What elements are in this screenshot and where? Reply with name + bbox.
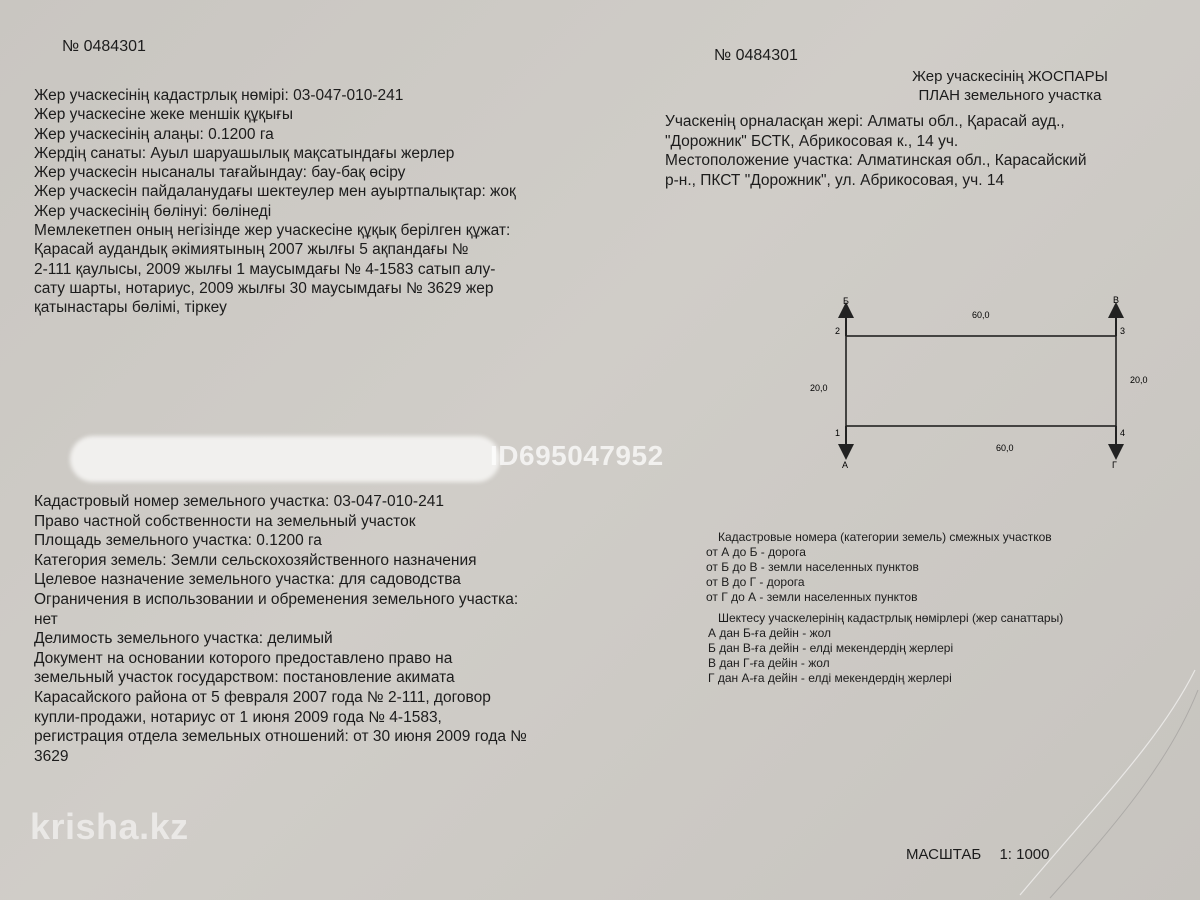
kazakh-details xyxy=(34,86,594,318)
adjacent-ru-item: от Б до В - земли населенных пунктов xyxy=(706,560,919,574)
kz-line: Жер учаскесін нысаналы тағайындау: бау-бақ өсіру xyxy=(34,164,406,182)
location-line: р-н., ПКСТ "Дорожник", ул. Абрикосовая, уч. 14 xyxy=(665,171,1005,189)
ru-line: Категория земель: Земли сельскохозяйственного назначения xyxy=(34,551,477,569)
label-g: Г xyxy=(1112,460,1117,470)
plot-boundary xyxy=(846,336,1116,426)
location-line: "Дорожник" БСТК, Абрикосовая к., 14 уч. xyxy=(665,132,959,150)
location-block xyxy=(665,112,1175,190)
plan-title-kz: Жер учаскесінің ЖОСПАРЫ xyxy=(912,68,1108,85)
corner-3: 3 xyxy=(1120,326,1126,336)
location-line: Учаскенің орналасқан жері: Алматы обл., Қарасай ауд., xyxy=(665,113,1065,130)
length-top: 60,0 xyxy=(972,310,990,320)
ru-line: Делимость земельного участка: делимый xyxy=(34,630,333,648)
corner-2: 2 xyxy=(835,326,841,336)
ru-line: Право частной собственности на земельный участок xyxy=(34,512,416,530)
kz-line: Қарасай аудандық әкімиятының 2007 жылғы 5 ақпандағы № xyxy=(34,241,469,259)
ru-line: Целевое назначение земельного участка: для садоводства xyxy=(34,571,461,589)
ru-line: Карасайского района от 5 февраля 2007 года № 2-111, договор xyxy=(34,688,491,706)
adjacent-kz-list xyxy=(708,626,953,686)
location-line: Местоположение участка: Алматинская обл., Карасайский xyxy=(665,152,1087,169)
adjacent-ru-item: от Г до А - земли населенных пунктов xyxy=(706,590,918,604)
scale-value: 1: 1000 xyxy=(999,846,1050,863)
ru-line: нет xyxy=(34,610,58,628)
ru-line: Площадь земельного участка: 0.1200 га xyxy=(34,532,322,550)
adjacent-ru-list xyxy=(706,545,919,605)
label-b: Б xyxy=(843,296,849,306)
kz-line: Жердің санаты: Ауыл шаруашылық мақсатындағы жерлер xyxy=(34,144,455,162)
kz-line: Жер учаскесін пайдаланудағы шектеулер мен ауыртпалықтар: жоқ xyxy=(34,183,516,201)
length-bottom: 60,0 xyxy=(996,443,1014,453)
label-v: В xyxy=(1113,295,1120,305)
russian-details xyxy=(34,492,594,766)
ru-line: Документ на основании которого предоставлено право на xyxy=(34,649,453,667)
kz-line: 2-111 қаулысы, 2009 жылғы 1 маусымдағы № 4-1583 сатып алу- xyxy=(34,260,496,278)
plot-plan-diagram xyxy=(790,290,1170,480)
ru-line: 3629 xyxy=(34,747,69,765)
adjacent-kz-title: Шектесу учаскелерінің кадастрлық нөмірлері (жер санаттары) xyxy=(718,611,1064,625)
adjacent-kz-item: Б дан В-ға дейін - елді мекендердің жерлері xyxy=(708,641,954,655)
ru-line: регистрация отдела земельных отношений: от 30 июня 2009 года № xyxy=(34,728,527,746)
ru-line: Ограничения в использовании и обременения земельного участка: xyxy=(34,590,519,608)
watermark-id: ID695047952 xyxy=(490,440,664,471)
plan-title-ru: ПЛАН земельного участка xyxy=(918,87,1102,104)
kz-line: Жер учаскесіне жеке меншік құқығы xyxy=(34,106,294,124)
paper-crease xyxy=(960,650,1200,900)
kz-line: Мемлекетпен оның негізінде жер учаскесіне құқық берілген құжат: xyxy=(34,222,511,240)
kz-line: Жер учаскесінің алаңы: 0.1200 га xyxy=(34,125,274,143)
adjacent-ru-item: от А до Б - дорога xyxy=(706,545,806,559)
adjacent-ru-title: Кадастровые номера (категории земель) смежных участков xyxy=(718,530,1052,544)
kz-line: Жер учаскесінің кадастрлық нөмірі: 03-047-010-241 xyxy=(34,87,404,104)
kz-line: Жер учаскесінің бөлінуі: бөлінеді xyxy=(34,202,272,220)
redaction-mask xyxy=(70,436,500,482)
plan-title xyxy=(840,67,1180,105)
adjacent-kz-item: А дан Б-ға дейін - жол xyxy=(708,626,832,640)
doc-number-right: № 0484301 xyxy=(714,47,798,64)
kz-line: қатынастары бөлімі, тіркеу xyxy=(34,299,227,317)
adjacent-kz-item: В дан Г-ға дейін - жол xyxy=(708,656,830,670)
ru-line: Кадастровый номер земельного участка: 03-047-010-241 xyxy=(34,493,444,510)
length-left: 20,0 xyxy=(810,383,828,393)
corner-1: 1 xyxy=(835,428,841,438)
adjacent-ru-item: от В до Г - дорога xyxy=(706,575,805,589)
doc-number-left: № 0484301 xyxy=(62,38,146,55)
adjacent-kz-item: Г дан А-ға дейін - елді мекендердің жерлері xyxy=(708,671,952,685)
length-right: 20,0 xyxy=(1130,375,1148,385)
ru-line: купли-продажи, нотариус от 1 июня 2009 года № 4-1583, xyxy=(34,708,442,726)
label-a: А xyxy=(842,460,849,470)
ru-line: земельный участок государством: постановление акимата xyxy=(34,669,455,687)
scale-label: МАСШТАБ xyxy=(906,846,982,863)
corner-4: 4 xyxy=(1120,428,1126,438)
watermark-brand: krisha.kz xyxy=(30,806,189,847)
kz-line: сату шарты, нотариус, 2009 жылғы 30 маусымдағы № 3629 жер xyxy=(34,279,494,297)
